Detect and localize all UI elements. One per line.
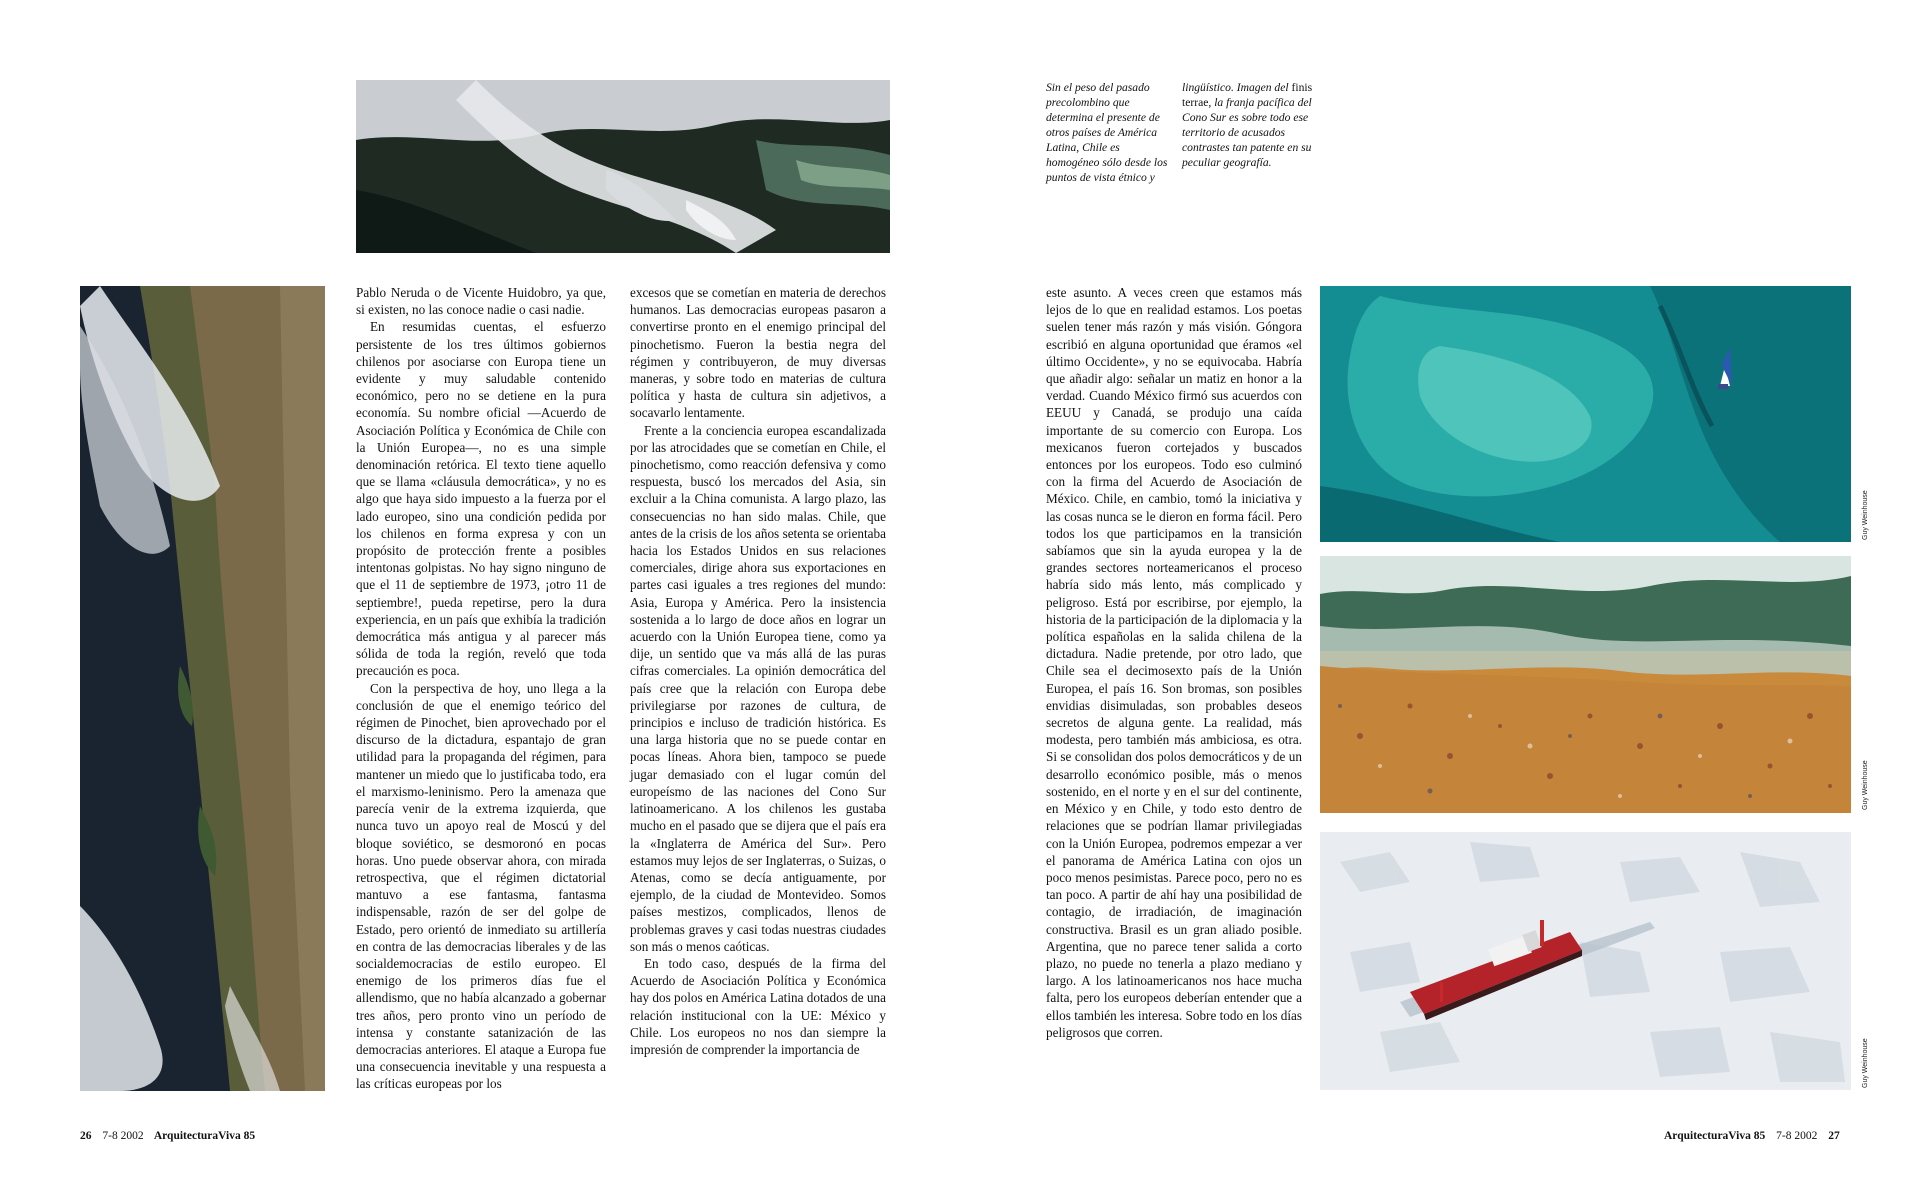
text-column-3	[1046, 284, 1302, 1041]
caption-text: , la franja pacífica del Cono Sur es sobre todo ese territorio de acusados contrastes tan patente en su peculiar geografía.	[1182, 96, 1312, 169]
photo-caption-col-2	[1182, 80, 1316, 170]
paragraph: este asunto. A veces creen que estamos más lejos de lo que en realidad estamos. Los poetas suelen tener más razón y más visión. Góngora escribió en alguna oportunidad que éramos «el último Occidente», y no se equivocaba. Habría que añadir algo: señalar un matiz en honor a la verdad. Cuando México firmó sus acuerdos con EEUU y Canadá, se produjo una caída importante de su comercio con Europa. Los mexicanos fueron cortejados y buscados entonces por los europeos. Todo eso culminó con la firma del Acuerdo de Asociación de México. Chile, en cambio, tomó la iniciativa y las cosas nunca se le dieron en forma fácil. Pero todos los que participamos en la transición sabíamos que sin la ayuda europea y la de grandes sectores norteamericanos el proceso habría sido más lento, más complicado y peligroso. Está por escribirse, por ejemplo, la historia de la participación de la diplomacia y la política españolas en la salida chilena de la dictadura. Nadie pretende, por otro lado, que Chile sea el decimosexto país de la Unión Europea, el país 16. Son bromas, son posibles envidias disimuladas, son probables deseos secretos de alguna gente. La realidad, más modesta, pero también más ambiciosa, es otra. Si se consolidan dos polos democráticos y de un desarrollo económico posible, más o menos sostenido, en el norte y en el sur del continente, en México y en Chile, y todo esto dentro de relaciones que se podrían llamar privilegiadas con la Unión Europea, podremos empezar a ver el panorama de América Latina con ojos un poco menos pesimistas. Parece poco, pero no es tan poco. A partir de ahí hay una posibilidad de contagio, de irradiación, de imaginación constructiva. Brasil es un gran aliado posible. Argentina, que no parece tener salida a corto plazo, no puede no tenerla a plazo mediano y largo. A los latinoamericanos nos hace mucha falta, pero los europeos deberían entender que a ellos también les interesa. Sobre todo en los días peligrosos que corren.	[1046, 285, 1303, 1040]
text-column-1	[356, 284, 606, 1093]
aerial-photo-beach	[1320, 556, 1851, 813]
satellite-photo-patagonia	[356, 80, 890, 253]
page-number: 27	[1828, 1130, 1840, 1142]
issue-date: 7-8 2002	[102, 1130, 144, 1142]
photo-credit: Guy Weinhouse	[1862, 760, 1869, 810]
paragraph: Pablo Neruda o de Vicente Huidobro, ya que, si existen, no las conoce nadie o casi nadie.	[356, 285, 606, 318]
satellite-photo-chile	[80, 286, 325, 1091]
paragraph: En resumidas cuentas, el esfuerzo persistente de los tres últimos gobiernos chilenos por asociarse con Europa tiene un evidente y muy saludable contenido económico, pero no se detiene en la pura economía. Su nombre oficial —Acuerdo de Asociación Política y Económica de Chile con la Unión Europea—, no es una simple denominación retórica. El texto tiene aquello que se llama «cláusula democrática», y no es algo que haya sido impuesto a la fuerza por el lado europeo, sino una condición pedida por los chilenos en forma expresa y con un propósito de protección frente a posibles intentonas golpistas. No hay signo ninguno de que el 11 de septiembre de 1973, ¡otro 11 de septiembre!, pueda repetirse, pero la dura experiencia, en un país que exhibía la tradición democrática más antigua y al parecer más sólida de toda la región, reveló que toda precaución es poca.	[356, 319, 606, 679]
photo-credit: Guy Weinhouse	[1862, 1038, 1869, 1088]
aerial-photo-sea-boat	[1320, 286, 1851, 542]
folio-right	[1664, 1130, 1840, 1142]
paragraph: Frente a la conciencia europea escandalizada por las atrocidades que se cometían en Chile, el pinochetismo, como reacción defensiva y como respuesta, buscó los mercados del Asia, sin excluir a la China comunista. A largo plazo, las consecuencias no han sido malas. Chile, que antes de la crisis de los años setenta se orientaba hacia los Estados Unidos en sus relaciones comerciales, dirige ahora sus exportaciones en partes casi iguales a tres regiones del mundo: Asia, Europa y América. Pero la insistencia sostenida a lo largo de doce años en lograr un acuerdo con la Unión Europea tiene, como ya dije, un sentido que va más allá de las puras cifras comerciales. La opinión democrática del país cree que la relación con Europa debe privilegiarse por razones de cultura, de principios e incluso de tradición histórica. Es una larga historia que no se puede contar en pocas líneas. Ahora bien, tampoco se puede jugar demasiado con el lugar común del europeísmo de las naciones del Cono Sur latinoamericano. A los chilenos les gustaba mucho en el pasado que se dijera que el país era la «Inglaterra de América del Sur». Pero estamos muy lejos de ser Inglaterras, o Suizas, o Atenas, como se decía antiguamente, por ejemplo, de la ciudad de Montevideo. Somos países mestizos, complicados, llenos de problemas graves y casi todas nuestras ciudades son más o menos caóticas.	[630, 422, 886, 954]
caption-term: finis terrae	[1182, 81, 1313, 109]
magazine-name: ArquitecturaViva 85	[153, 1130, 256, 1142]
aerial-photo-icebreaker	[1320, 832, 1851, 1090]
photo-credit: Guy Weinhouse	[1862, 490, 1869, 540]
paragraph: excesos que se cometían en materia de derechos humanos. Las democracias europeas pasaron a convertirse pronto en el enemigo principal del pinochetismo. Fueron la bestia negra del régimen y contribuyeron, de muy diversas maneras, y sobre todo en materias de cultura política y hasta de cultura sin adjetivos, a socavarlo lentamente.	[630, 285, 886, 421]
page-number: 26	[80, 1130, 92, 1142]
caption-text: Sin el peso del pasado precolombino que determina el presente de otros países de América Latina, Chile es homogéneo sólo desde los puntos de vista étnico y	[1046, 81, 1168, 184]
issue-date: 7-8 2002	[1776, 1130, 1818, 1142]
paragraph: En todo caso, después de la firma del Acuerdo de Asociación Política y Económica hay dos polos en América Latina dotados de una relación institucional con la UE: México y Chile. Los europeos no nos dan siempre la impresión de comprender la importancia de	[630, 955, 886, 1057]
caption-text: lingüístico. Imagen del	[1182, 81, 1292, 94]
photo-caption-col-1	[1046, 80, 1176, 185]
folio-left	[80, 1130, 263, 1142]
text-column-2	[630, 284, 886, 1058]
paragraph: Con la perspectiva de hoy, uno llega a la conclusión de que el enemigo teórico del régimen de Pinochet, bien aprovechado por el discurso de la dictadura, espantajo de gran utilidad para la propaganda del régimen, para mantener un miedo que lo justificaba todo, era el marxismo-leninismo. Pero la amenaza que parecía venir de la extrema izquierda, que nunca tuvo un apoyo real de Moscú y del bloque soviético, se desmoronó en pocas horas. Uno puede observar ahora, con mirada retrospectiva, que el régimen dictatorial mantuvo a ese fantasma, fantasma indispensable, razón de ser del golpe de Estado, pero orientó de inmediato su artillería en contra de las democracias liberales y de las socialdemocracias de estilo europeo. El enemigo de los primeros días fue el allendismo, que no había alcanzado a gobernar tres años, pero pronto vino un período de intensa y constante satanización de las democracias anteriores. El ataque a Europa fue una consecuencia inevitable y una respuesta a las críticas europeas por los	[356, 680, 606, 1092]
magazine-name: ArquitecturaViva 85	[1664, 1130, 1766, 1142]
